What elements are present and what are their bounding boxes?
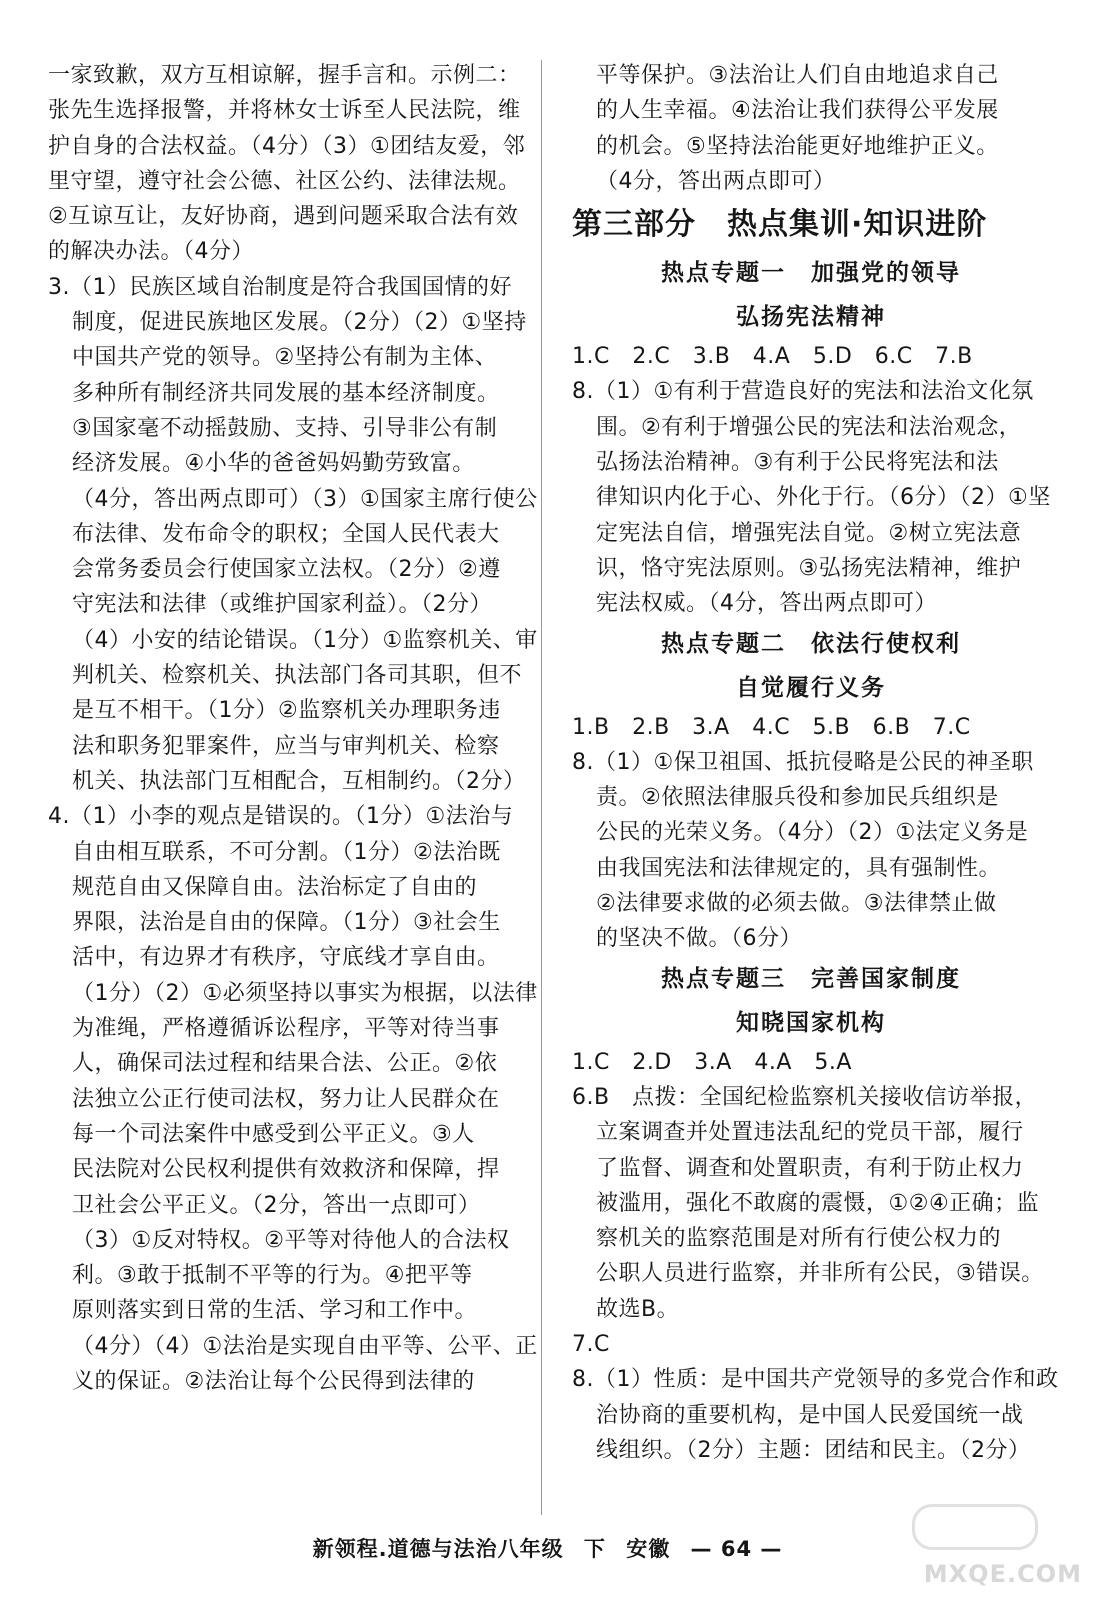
text-line: 张先生选择报警，并将林女士诉至人民法院，维 [48, 98, 521, 124]
text-line: （4分）（4）①法治是实现自由平等、公平、正 [72, 1333, 538, 1359]
text-line: 守宪法和法律（或维护国家利益）。（2分） [72, 592, 492, 618]
text-line: 了监督、调查和处置职责，有利于防止权力 [596, 1155, 1024, 1181]
text-line: 每一个司法案件中感受到公平正义。③人 [72, 1121, 475, 1147]
text-line: 多种所有制经济共同发展的基本经济制度。 [72, 380, 500, 406]
text-line: 治协商的重要机构，是中国人民爱国统一战 [596, 1402, 1024, 1428]
topic1-title-line2: 弘扬宪法精神 [736, 304, 886, 331]
right-section-continued [572, 58, 1050, 199]
text-line: 1.C 2.C 3.B 4.A 5.D 6.C 7.B [572, 344, 973, 370]
topic2-title-line2: 自觉履行义务 [736, 674, 886, 701]
text-line: 责。②依照法律服兵役和参加民兵组织是 [596, 785, 999, 811]
site-watermark [898, 1500, 1088, 1592]
text-line: （3）①反对特权。②平等对待他人的合法权 [72, 1227, 510, 1253]
text-line: 故选B。 [596, 1296, 680, 1322]
topic3-title-line2: 知晓国家机构 [736, 1009, 886, 1036]
text-line: 界限，法治是自由的保障。（1分）③社会生 [72, 910, 501, 936]
text-line: 平等保护。③法治让人们自由地追求自己 [596, 63, 999, 88]
text-line: ②法律要求做的必须去做。③法律禁止做 [596, 891, 997, 917]
topic1-answers [572, 339, 1050, 621]
text-line: 的坚决不做。（6分） [596, 926, 802, 952]
text-line: 法和职务犯罪案件，应当与审判机关、检察 [72, 733, 500, 759]
text-line: 察机关的监察范围是对所有行使公权力的 [596, 1226, 1002, 1252]
text-line: 公职人员进行监察，并非所有公民，③错误。 [596, 1261, 1044, 1287]
text-line: 宪法权威。（4分，答出两点即可） [596, 591, 937, 617]
text-line: 里守望，遵守社会公德、社区公约、法律法规。 [48, 168, 521, 194]
text-line: 活中，有边界才有秩序，守底线才享自由。 [72, 945, 500, 971]
text-line: 经济发展。④小华的爸爸妈妈勤劳致富。 [72, 451, 475, 477]
text-line: 判机关、检察机关、执法部门各司其职，但不 [72, 663, 523, 689]
text-line: 会常务委员会行使国家立法权。（2分）②遵 [72, 557, 501, 583]
text-line: 线组织。（2分）主题：团结和民主。（2分） [596, 1437, 1031, 1463]
text-line: 7.C [572, 1332, 610, 1358]
text-line: 1.B 2.B 3.A 4.C 5.B 6.B 7.C [572, 714, 971, 740]
right-column [572, 58, 1059, 1468]
text-line: 法独立公正行使司法权，努力让人民群众在 [72, 1086, 500, 1112]
topic1-title-line1: 热点专题一 加强党的领导 [661, 260, 961, 287]
text-line: 弘扬法治精神。③有利于公民将宪法和法 [596, 450, 999, 476]
text-line: 为准绳，严格遵循诉讼程序，平等对待当事 [72, 1016, 500, 1042]
text-line: 布法律、发布命令的职权；全国人民代表大 [72, 521, 500, 547]
text-line: 是互不相干。（1分）②监察机关办理职务违 [72, 698, 501, 724]
topic2-title-line1: 热点专题二 依法行使权利 [661, 630, 961, 657]
footer-edition: 安徽 [626, 1537, 671, 1561]
text-line: 规范自由又保障自由。法治标定了自由的 [72, 874, 478, 900]
text-line: 机关、执法部门互相配合，互相制约。（2分） [72, 768, 526, 794]
text-line: 利。③敢于抵制不平等的行为。④把平等 [72, 1263, 473, 1289]
text-line: 立案调查并处置违法乱纪的党员干部，履行 [596, 1120, 1024, 1146]
part3-title: 第三部分 热点集训·知识进阶 [572, 207, 988, 243]
text-line: 律知识内化于心、外化于行。（6分）（2）①坚 [596, 485, 1051, 511]
topic3-answers [572, 1045, 1059, 1469]
text-line: 识，恪守宪法原则。③弘扬宪法精神，维护 [596, 555, 1022, 581]
left-column [48, 58, 538, 1399]
footer-book-title: 新领程.道德与法治八年级 [312, 1537, 564, 1561]
text-line: 定宪法自信，增强宪法自觉。②树立宪法意 [596, 520, 1022, 546]
watermark-logo-icon [912, 1504, 1038, 1550]
text-line: 1.C 2.D 3.A 4.A 5.A [572, 1049, 852, 1075]
text-line: （4分，答出两点即可）（3）①国家主席行使公 [72, 486, 538, 512]
text-line: 义的保证。②法治让每个公民得到法律的 [72, 1368, 475, 1394]
text-line: 一家致歉，双方互相谅解，握手言和。示例二： [48, 63, 521, 88]
text-line: 8.（1）①保卫祖国、抵抗侵略是公民的神圣职 [572, 749, 1034, 775]
text-line: 8.（1）①有利于营造良好的宪法和法治文化氛 [572, 379, 1034, 405]
text-line: 人，确保司法过程和结果合法、公正。②依 [72, 1051, 498, 1077]
text-line: 被滥用，强化不敢腐的震慑，①②④正确；监 [596, 1190, 1040, 1216]
text-line: 民法院对公民权利提供有效救济和保障，捍 [72, 1157, 500, 1183]
column-divider [541, 60, 542, 1515]
text-line: 原则落实到日常的生活、学习和工作中。 [72, 1298, 478, 1324]
text-line: 3.（1）民族区域自治制度是符合我国国情的好 [48, 274, 512, 300]
text-line: 4.（1）小李的观点是错误的。（1分）①法治与 [48, 804, 514, 830]
text-line: 8.（1）性质：是中国共产党领导的多党合作和政 [572, 1367, 1059, 1393]
text-line: ②互谅互让，友好协商，遇到问题采取合法有效 [48, 204, 519, 230]
text-line: 自由相互联系，不可分割。（1分）②法治既 [72, 839, 501, 865]
text-line: ③国家毫不动摇鼓励、支持、引导非公有制 [72, 415, 498, 441]
footer-volume: 下 [583, 1537, 606, 1561]
text-line: 的机会。⑤坚持法治能更好地维护正义。 [596, 133, 999, 159]
text-line: （1分）（2）①必须坚持以事实为根据，以法律 [72, 980, 538, 1006]
text-line: 公民的光荣义务。（4分）（2）①法定义务是 [596, 820, 1029, 846]
text-line: 6.B 点拨：全国纪检监察机关接收信访举报， [572, 1084, 1038, 1110]
text-line: 护自身的合法权益。（4分）（3）①团结友爱，邻 [48, 133, 526, 159]
text-line: 由我国宪法和法律规定的，具有强制性。 [596, 855, 1002, 881]
topic3-title-line1: 热点专题三 完善国家制度 [661, 965, 961, 992]
text-line: 的人生幸福。④法治让我们获得公平发展 [596, 98, 999, 124]
topic2-answers [572, 710, 1050, 957]
text-line: 围。②有利于增强公民的宪法和法治观念， [596, 414, 1022, 440]
text-line: 中国共产党的领导。②坚持公有制为主体、 [72, 345, 498, 371]
text-line: 制度，促进民族地区发展。（2分）（2）①坚持 [72, 310, 527, 336]
text-line: 卫社会公平正义。（2分，答出一点即可） [72, 1192, 481, 1218]
text-line: 的解决办法。（4分） [48, 239, 254, 265]
watermark-text: MXQE.COM [923, 1560, 1082, 1588]
text-line: （4）小安的结论错误。（1分）①监察机关、审 [72, 627, 538, 653]
text-line: （4分，答出两点即可） [596, 168, 836, 194]
footer-page-number: — 64 — [690, 1537, 783, 1561]
